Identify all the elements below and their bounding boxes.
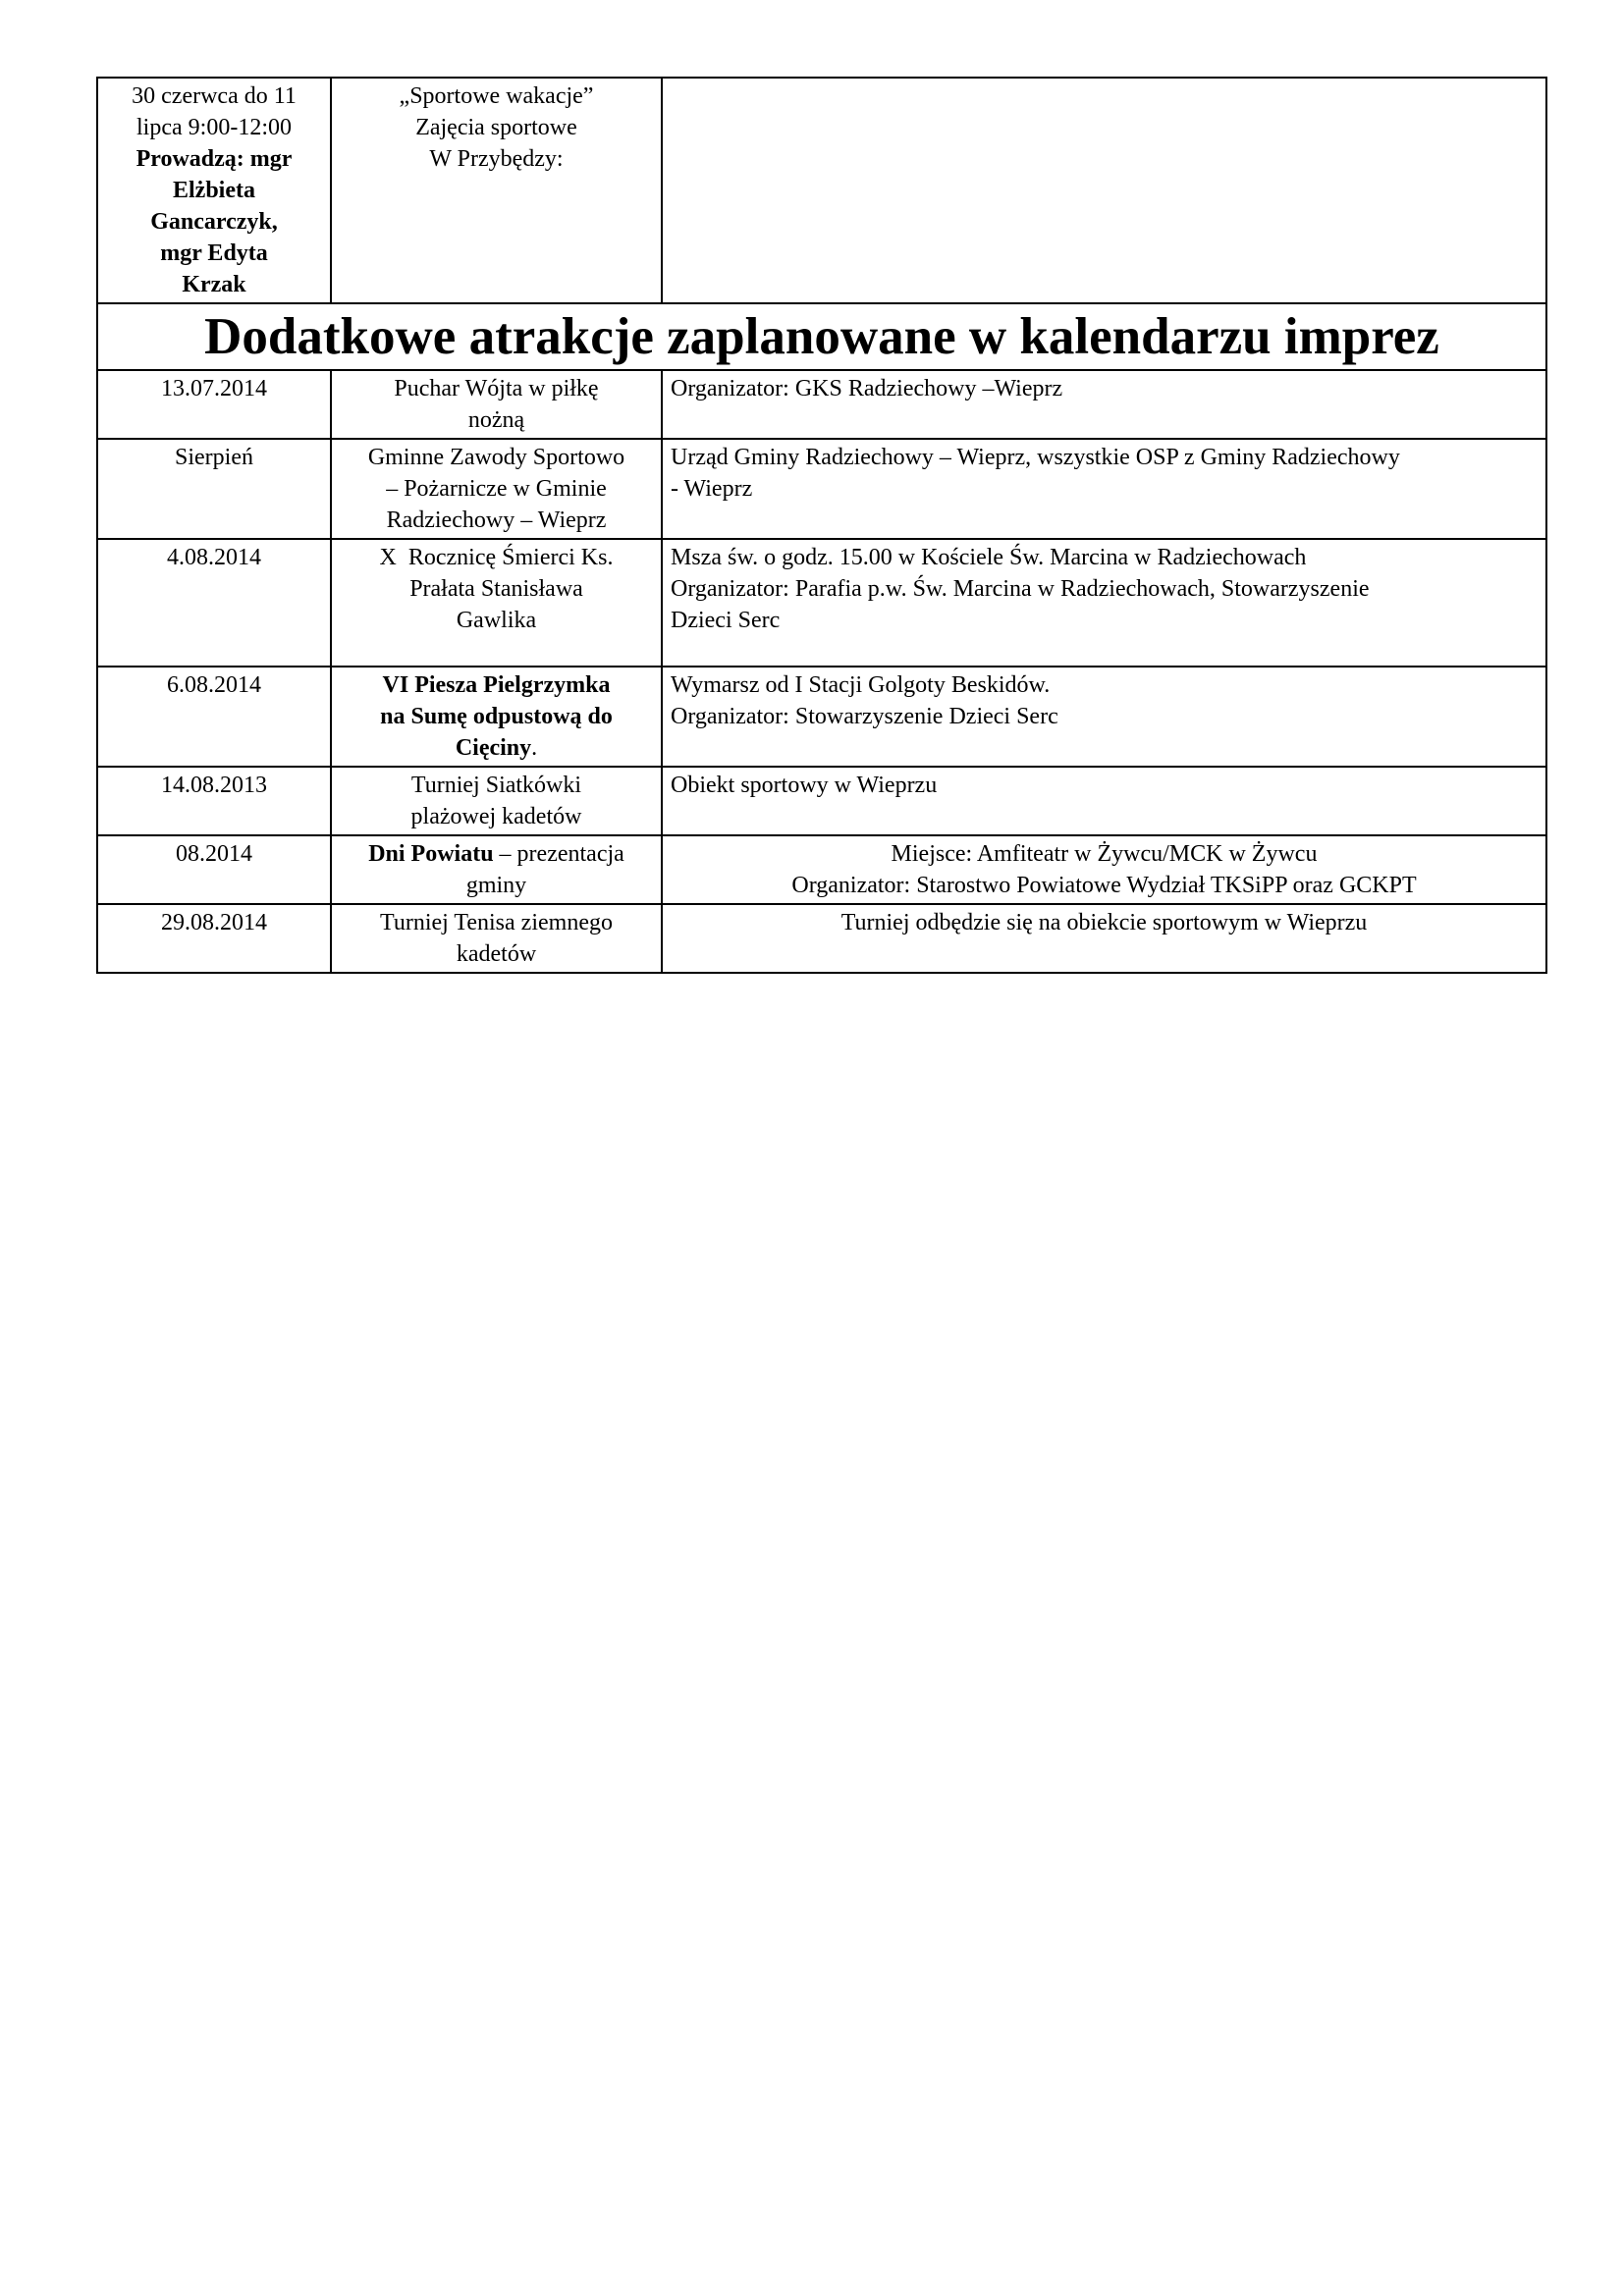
details-line: - Wieprz bbox=[671, 476, 753, 502]
intro-details-cell bbox=[662, 78, 1546, 303]
event-cell bbox=[331, 370, 662, 439]
section-header-row bbox=[97, 303, 1546, 370]
intro-lead-line: Krzak bbox=[182, 272, 246, 297]
table-row bbox=[97, 904, 1546, 973]
date-cell: Sierpień bbox=[97, 439, 331, 539]
details-line: Urząd Gminy Radziechowy – Wieprz, wszystkie OSP z Gminy Radziechowy bbox=[671, 445, 1400, 470]
event-line: na Sumę odpustową do bbox=[380, 704, 613, 729]
intro-lead-line: Gancarczyk, bbox=[150, 209, 278, 235]
event-line: – Pożarnicze w Gminie bbox=[386, 476, 607, 502]
details-cell bbox=[662, 539, 1546, 667]
event-cell bbox=[331, 904, 662, 973]
event-line: Gminne Zawody Sportowo bbox=[367, 445, 625, 470]
event-suffix: . bbox=[531, 735, 538, 761]
intro-date-line: lipca 9:00-12:00 bbox=[136, 115, 292, 140]
intro-date-cell bbox=[97, 78, 331, 303]
intro-lead-line: Prowadzą: mgr bbox=[135, 146, 293, 172]
details-line: Obiekt sportowy w Wieprzu bbox=[671, 773, 938, 798]
table-row bbox=[97, 835, 1546, 904]
event-cell bbox=[331, 539, 662, 667]
event-line: Gawlika bbox=[456, 608, 537, 633]
event-line: nożną bbox=[467, 407, 525, 433]
details-cell bbox=[662, 904, 1546, 973]
details-line: Miejsce: Amfiteatr w Żywcu/MCK w Żywcu bbox=[891, 841, 1318, 867]
event-rest: – prezentacja bbox=[493, 841, 624, 867]
details-cell bbox=[662, 835, 1546, 904]
intro-row bbox=[97, 78, 1546, 303]
section-title: Dodatkowe atrakcje zaplanowane w kalendarzu imprez bbox=[97, 303, 1546, 370]
intro-date-line: 30 czerwca do 11 bbox=[132, 83, 297, 109]
details-line: Organizator: GKS Radziechowy –Wieprz bbox=[671, 376, 1063, 401]
intro-lead-line: Elżbieta bbox=[173, 178, 255, 203]
event-bold: Dni Powiatu bbox=[368, 841, 494, 867]
date-cell: 14.08.2013 bbox=[97, 767, 331, 835]
details-cell bbox=[662, 667, 1546, 767]
intro-lead-line: mgr Edyta bbox=[160, 240, 268, 266]
event-line: Cięciny bbox=[455, 735, 532, 761]
event-line: Prałata Stanisława bbox=[409, 576, 583, 602]
intro-event-line: W Przybędzy: bbox=[429, 146, 564, 172]
details-line: Wymarsz od I Stacji Golgoty Beskidów. bbox=[671, 672, 1051, 698]
intro-event-cell bbox=[331, 78, 662, 303]
event-cell bbox=[331, 439, 662, 539]
event-line: Turniej Tenisa ziemnego bbox=[380, 910, 613, 935]
event-line: Radziechowy – Wieprz bbox=[386, 507, 607, 533]
event-line: Turniej Siatkówki bbox=[410, 773, 582, 798]
event-cell bbox=[331, 767, 662, 835]
table-row bbox=[97, 370, 1546, 439]
details-line: Turniej odbędzie się na obiekcie sportowym w Wieprzu bbox=[840, 910, 1368, 935]
event-line: VI Piesza Pielgrzymka bbox=[382, 672, 611, 698]
event-line: kadetów bbox=[456, 941, 537, 967]
details-cell bbox=[662, 439, 1546, 539]
date-cell: 29.08.2014 bbox=[97, 904, 331, 973]
date-cell: 6.08.2014 bbox=[97, 667, 331, 767]
table-row bbox=[97, 767, 1546, 835]
table-row bbox=[97, 439, 1546, 539]
intro-event-line: „Sportowe wakacje” bbox=[399, 83, 594, 109]
event-line: X Rocznicę Śmierci Ks. bbox=[379, 545, 614, 570]
details-line: Organizator: Starostwo Powiatowe Wydział TKSiPP oraz GCKPT bbox=[791, 873, 1417, 898]
date-cell: 13.07.2014 bbox=[97, 370, 331, 439]
details-cell bbox=[662, 370, 1546, 439]
details-cell bbox=[662, 767, 1546, 835]
intro-event-line: Zajęcia sportowe bbox=[415, 115, 577, 140]
details-line: Dzieci Serc bbox=[671, 608, 781, 633]
details-line: Organizator: Stowarzyszenie Dzieci Serc bbox=[671, 704, 1058, 729]
table-row bbox=[97, 539, 1546, 667]
event-line-wrap bbox=[340, 732, 653, 764]
event-line-wrap bbox=[340, 838, 653, 870]
details-line: Msza św. o godz. 15.00 w Kościele Św. Marcina w Radziechowach bbox=[671, 545, 1307, 570]
date-cell: 4.08.2014 bbox=[97, 539, 331, 667]
event-line: plażowej kadetów bbox=[410, 804, 582, 829]
table-row bbox=[97, 667, 1546, 767]
event-line: Puchar Wójta w piłkę bbox=[394, 376, 599, 401]
event-cell bbox=[331, 667, 662, 767]
details-line: Organizator: Parafia p.w. Św. Marcina w Radziechowach, Stowarzyszenie bbox=[671, 576, 1370, 602]
events-table bbox=[96, 77, 1547, 974]
date-cell: 08.2014 bbox=[97, 835, 331, 904]
event-cell bbox=[331, 835, 662, 904]
event-line: gminy bbox=[465, 873, 527, 898]
